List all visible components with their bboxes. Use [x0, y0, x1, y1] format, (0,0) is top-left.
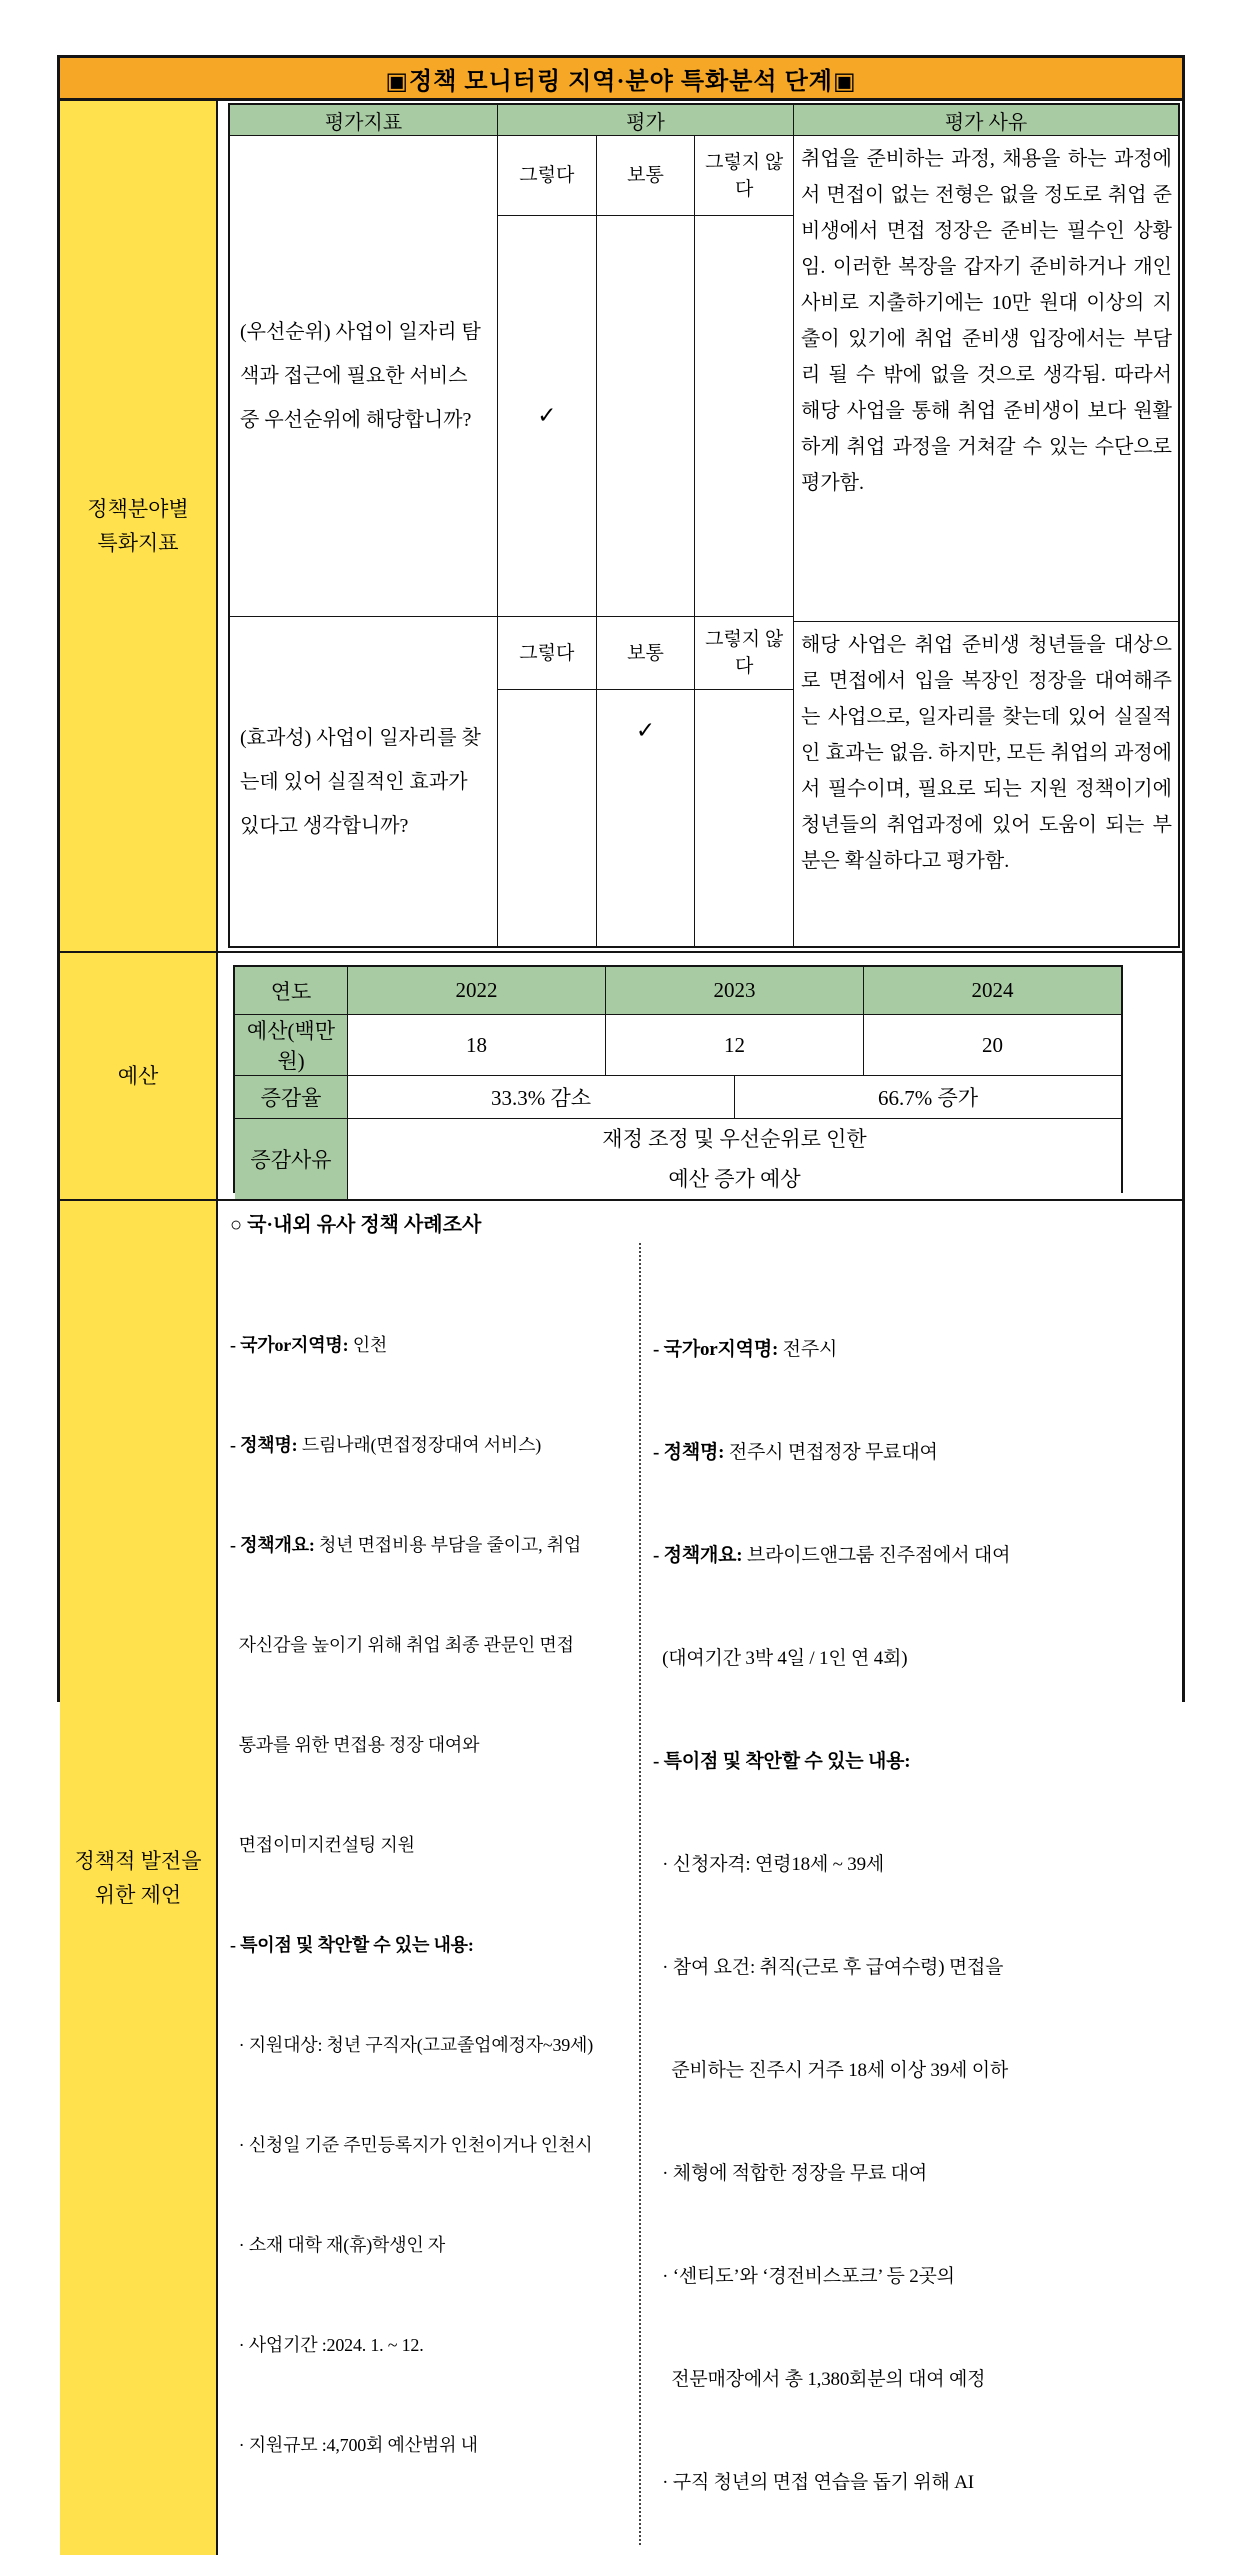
case-line: [230, 1427, 639, 1464]
case-line: [653, 1331, 1176, 1368]
case-line-text: 드림나래(면접정장대여 서비스): [297, 1435, 542, 1455]
case-line-text: · 참여 요건: 취직(근로 후 급여수령) 면접을: [653, 1957, 1004, 1978]
case-line-text: 자신감을 높이기 위해 취업 최종 관문인 면접: [230, 1635, 574, 1655]
check-mark: ✓: [635, 718, 656, 744]
case-line-label: - 특이점 및 착안할 수 있는 내용:: [230, 1935, 474, 1955]
budget-row-years: [235, 967, 1121, 1015]
case-line: [653, 2052, 1176, 2089]
question-cell-priority: (우선순위) 사업이 일자리 탐색과 접근에 필요한 서비스 중 우선순위에 해당합니까?: [230, 136, 497, 617]
reason-cell-effectiveness: 해당 사업은 취업 준비생 청년들을 대상으로 면접에서 입을 복장인 정장을 대여해주는 사업으로, 일자리를 찾는데 있어 실질적인 효과는 없음. 하지만, 모든 취업의 과정에서 필수이며, 필요로 되는 지원 정책이기에 청년들의 취업과정에 있어 도움이 되는 부분은 확실하다고 평가함.: [801, 634, 1172, 872]
rating-options-row-2: [498, 617, 793, 690]
side-label-budget: [60, 953, 218, 1199]
case-line-text: · 사업기간 :2024. 1. ~ 12.: [230, 2335, 424, 2355]
case-line-text: · 신청일 기준 주민등록지가 인천이거나 인천시: [230, 2135, 593, 2155]
case-line: [653, 2464, 1176, 2501]
eval-header-reason: 평가 사유: [794, 105, 1178, 136]
rating-answer-row-1: [498, 216, 793, 617]
budget-change-increase: 66.7% 증가: [735, 1076, 1121, 1118]
case-line-label: - 정책개요:: [230, 1535, 315, 1555]
case-line: [653, 1640, 1176, 1677]
side-label-line: 예산: [117, 1064, 159, 1088]
rating-option-neutral: 보통: [597, 617, 696, 689]
case-line-text: 브라이드앤그룸 진주점에서 대여: [742, 1545, 1011, 1566]
case-line: [230, 2227, 639, 2264]
side-label-suggestions: [60, 1201, 218, 2555]
case-line: [230, 2427, 639, 2464]
section-budget: [60, 953, 1182, 1201]
budget-change-reason-cell: [348, 1119, 1121, 1199]
side-label-line: 정책적 발전을: [74, 1849, 202, 1873]
suggestions-content: [218, 1201, 1182, 2555]
case-line-text: 준비하는 진주시 거주 18세 이상 39세 이하: [653, 2060, 1009, 2081]
case-line-label: - 국가or지역명:: [230, 1335, 349, 1355]
case-line: [653, 2361, 1176, 2398]
rating-option-no: 그렇지 않다: [705, 629, 784, 677]
case-line-text: 전주시: [778, 1339, 838, 1360]
question-cell-effectiveness: (효과성) 사업이 일자리를 찾는데 있어 실질적인 효과가 있다고 생각합니까?: [240, 726, 481, 837]
case-line: [653, 1949, 1176, 1986]
check-cell-yes: [498, 690, 597, 946]
reason-cell-priority: 취업을 준비하는 과정, 채용을 하는 과정에서 면접이 없는 전형은 없을 정도로 취업 준비생에서 면접 정장은 준비는 필수인 상황임. 이러한 복장을 갑자기 준비하거나 개인 사비로 지출하기에는 10만 원대 이상의 지출이 있기에 취업 준비생 입장에서는 부담리 될 수 밖에 없을 것으로 생각됨. 따라서 해당 사업을 통해 취업 준비생이 보다 원활하게 취업 과정을 거쳐갈 수 있는 수단으로 평가함.: [794, 136, 1178, 622]
case-line: [653, 2155, 1176, 2192]
check-mark: ✓: [537, 402, 557, 429]
case-line-text: 전주시 면접정장 무료대여: [724, 1442, 938, 1463]
case-line-text: · ‘센티도’와 ‘경전비스포크’ 등 2곳의: [653, 2266, 955, 2287]
case-line-label: - 특이점 및 착안할 수 있는 내용:: [653, 1751, 911, 1772]
page-title: ▣정책 모니터링 지역·분야 특화분석 단계▣: [385, 68, 857, 95]
budget-change-reason-line: 예산 증가 예상: [668, 1167, 801, 1191]
side-label-line: 특화지표: [97, 531, 179, 555]
case-line: [230, 2127, 639, 2164]
eval-column-rating: [498, 105, 794, 946]
case-columns: [226, 1243, 1176, 2545]
budget-row-change: [235, 1076, 1121, 1119]
budget-year-2022: 2022: [348, 967, 606, 1014]
section-suggestions: [60, 1201, 1182, 2555]
check-cell-neutral: [597, 216, 696, 616]
check-cell-neutral: [597, 690, 696, 946]
section-indicators: [60, 101, 1182, 953]
case-line: [230, 1527, 639, 1564]
case-line: [230, 1327, 639, 1364]
case-line-text: 통과를 위한 면접용 정장 대여와: [230, 1735, 480, 1755]
case-column-jeonju: [639, 1243, 1176, 2545]
check-cell-yes: [498, 216, 597, 616]
budget-year-2023: 2023: [606, 967, 864, 1014]
side-label-indicators: [60, 101, 218, 951]
budget-change-reason-line: 재정 조정 및 우선순위로 인한: [602, 1127, 867, 1151]
rating-option-yes: 그렇다: [498, 136, 597, 215]
case-line-label: - 정책개요:: [653, 1545, 743, 1566]
eval-header-rating: 평가: [498, 105, 793, 136]
case-line: [230, 1927, 639, 1964]
case-line: [653, 1434, 1176, 1471]
case-line: [230, 1827, 639, 1864]
case-line-label: - 정책명:: [230, 1435, 298, 1455]
case-study-wrap: [218, 1201, 1182, 2555]
budget-change-decrease: 33.3% 감소: [348, 1076, 735, 1118]
case-line-text: 면접이미지컨설팅 지원: [230, 1835, 415, 1855]
budget-row-amounts: [235, 1015, 1121, 1076]
case-line-label: - 정책명:: [653, 1442, 725, 1463]
case-line: [653, 1846, 1176, 1883]
case-line-text: 청년 면접비용 부담을 줄이고, 취업: [314, 1535, 582, 1555]
rating-option-yes: 그렇다: [498, 617, 597, 689]
rating-answer-row-2: [498, 690, 793, 946]
eval-column-indicator: [230, 105, 498, 946]
case-line-text: · 구직 청년의 면접 연습을 돕기 위해 AI: [653, 2472, 974, 2493]
case-line-text: · 지원대상: 청년 구직자(고교졸업예정자~39세): [230, 2035, 594, 2055]
side-label-line: 정책분야별: [87, 497, 189, 521]
budget-change-reason-label: 증감사유: [235, 1119, 348, 1199]
case-line-text: · 소재 대학 재(휴)학생인 자: [230, 2235, 446, 2255]
case-line: [653, 1537, 1176, 1574]
eval-column-reason: [794, 105, 1178, 946]
case-line-text: · 지원규모 :4,700회 예산범위 내: [230, 2435, 478, 2455]
budget-amount-2022: 18: [348, 1015, 606, 1075]
budget-year-2024: 2024: [864, 967, 1121, 1014]
indicators-content: [218, 101, 1182, 951]
budget-change-label: 증감율: [235, 1076, 348, 1118]
case-line-text: 인천: [348, 1335, 388, 1355]
side-label-line: 위한 제언: [94, 1883, 182, 1907]
budget-table: [233, 965, 1123, 1193]
case-line-label: - 국가or지역명:: [653, 1339, 779, 1360]
case-line-text: 전문매장에서 총 1,380회분의 대여 예정: [653, 2369, 986, 2390]
case-line-text: (대여기간 3박 4일 / 1인 연 4회): [653, 1648, 908, 1669]
budget-amount-2023: 12: [606, 1015, 864, 1075]
evaluation-table: [228, 103, 1180, 948]
case-column-incheon: [226, 1243, 639, 2545]
eval-header-indicator: 평가지표: [230, 105, 497, 136]
case-line: [230, 2027, 639, 2064]
budget-amount-2024: 20: [864, 1015, 1121, 1075]
budget-row-change-reason: [235, 1119, 1121, 1199]
case-line: [653, 2258, 1176, 2295]
case-line: [230, 2327, 639, 2364]
case-line: [230, 1627, 639, 1664]
budget-amount-label: 예산(백만원): [235, 1015, 348, 1075]
rating-options-row-1: [498, 136, 793, 216]
budget-content: [218, 953, 1182, 1199]
case-line: [230, 1727, 639, 1764]
case-line: [653, 1743, 1176, 1780]
check-cell-no: [695, 690, 793, 946]
document-frame: [57, 55, 1185, 2493]
budget-year-label: 연도: [235, 967, 348, 1014]
case-line-text: · 체형에 적합한 정장을 무료 대여: [653, 2163, 927, 2184]
title-bar: [60, 58, 1182, 101]
rating-option-no: 그렇지 않다: [705, 151, 784, 200]
check-cell-no: [695, 216, 793, 616]
rating-option-neutral: 보통: [597, 136, 696, 215]
case-line-text: · 신청자격: 연령18세 ~ 39세: [653, 1854, 885, 1875]
case-study-heading: ○ 국·내외 유사 정책 사례조사: [230, 1214, 482, 1236]
